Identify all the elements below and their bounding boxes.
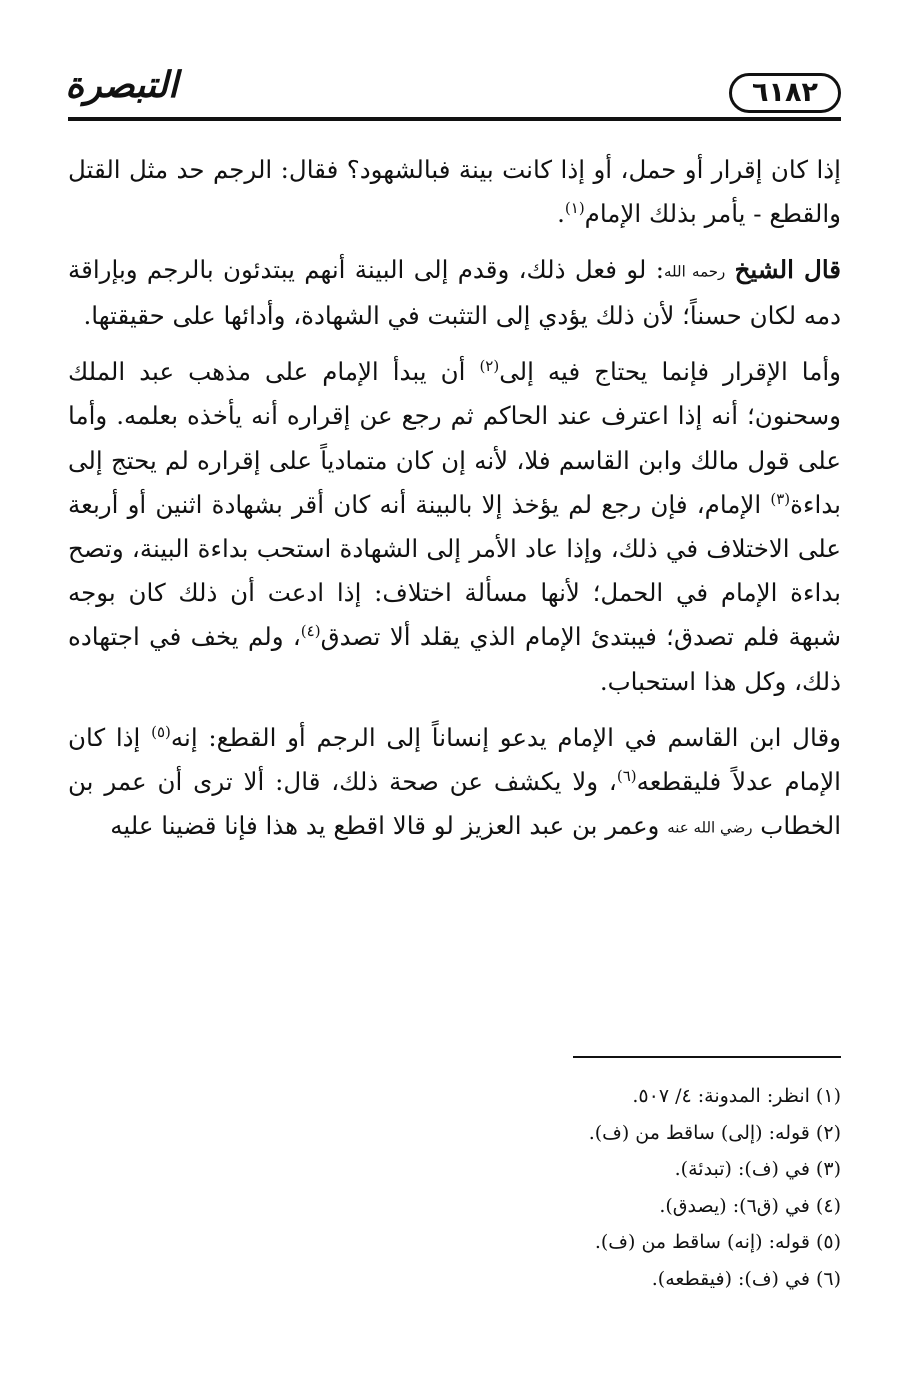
paragraph-4: [68, 716, 841, 850]
paragraph-2: [68, 248, 841, 338]
footnote-ref: (٣): [770, 489, 791, 508]
paragraph-text: : لو فعل ذلك، وقدم إلى البينة أنهم يبتدئون بالرجم وبإراقة دمه لكان حسناً؛ لأن ذلك يؤدي إلى التثبت في الشهادة، وأدائها على حقيقتها.: [68, 255, 841, 330]
page-number: ٦١٨٢: [729, 73, 841, 113]
footnote: (٣) في (ف): (تبدئة).: [674, 1158, 841, 1181]
footnote-ref: (٦): [616, 766, 637, 785]
page-header: [65, 55, 841, 125]
paragraph-1: [68, 148, 841, 236]
paragraph-text: إذا كان الإمام عدلاً فليقطعه: [68, 722, 841, 797]
paragraph-text: وقال ابن القاسم في الإمام يدعو إنساناً إلى الرجم أو القطع: إنه: [170, 722, 841, 752]
paragraph-text: الإمام، فإن رجع لم يؤخذ إلا بالبينة أنه كان أقر بشهادة اثنين أو أربعة على الاختلاف في ذلك، وإذا عاد الأمر إلى الشهادة استحب بداءة البينة، وتصح بداءة الإمام في الحمل؛ لأنها مسألة اختلاف: إذا ادعت أن ذلك كان بوجه شبهة فلم تصدق؛ فيبتدئ الإمام الذي يقلد ألا تصدق: [68, 489, 842, 652]
paragraph-lead: قال الشيخ: [734, 255, 841, 285]
footnote: (٥) قوله: (إنه) ساقط من (ف).: [594, 1231, 841, 1254]
paragraph-text: وأما الإقرار فإنما يحتاج فيه إلى: [499, 357, 841, 387]
footnote-ref: (٥): [151, 722, 171, 741]
paragraph-text: .: [557, 199, 565, 229]
paragraph-text: ، ولم يخف في اجتهاده ذلك، وكل هذا استحباب.: [68, 622, 841, 696]
footnotes: [68, 1078, 841, 1298]
footnote: (٤) في (ق٦): (يصدق).: [659, 1194, 841, 1217]
footnote-ref: (٤): [300, 622, 321, 641]
footnote-ref: (١): [564, 199, 585, 218]
paragraph-3: [68, 350, 841, 704]
honorific-glyph: رحمه الله: [663, 262, 726, 281]
header-rule: [68, 117, 841, 121]
paragraph-text: إذا كان إقرار أو حمل، أو إذا كانت بينة فبالشهود؟ فقال: الرجم حد مثل القتل والقطع - يأمر بذلك الإمام: [68, 155, 841, 229]
paragraph-text: أن يبدأ الإمام على مذهب عبد الملك وسحنون؛ أنه إذا اعترف عند الحاكم ثم رجع عن إقراره أنه يأخذه بعلمه. وأما على قول مالك وابن القاسم فلا، لأنه إن كان متمادياً على إقراره لم يحتج إلى بداءة: [68, 357, 841, 519]
footnote: (١) انظر: المدونة: ٤/ ٥٠٧.: [632, 1085, 841, 1107]
book-page: [65, 0, 842, 1384]
running-title: التبصرة: [65, 64, 178, 106]
paragraph-text: وعمر بن عبد العزيز لو قالا اقطع يد هذا فإنا قضينا عليه: [110, 811, 668, 841]
footnote: (٦) في (ف): (فيقطعه).: [651, 1267, 841, 1290]
footnote-separator: [573, 1056, 841, 1058]
main-text: [68, 148, 841, 862]
paragraph-text: ، ولا يكشف عن صحة ذلك، قال: ألا ترى أن عمر بن الخطاب: [68, 767, 841, 841]
honorific-glyph: رضي الله عنه: [667, 818, 753, 837]
footnote: (٢) قوله: (إلى) ساقط من (ف).: [588, 1121, 841, 1144]
footnote-ref: (٢): [479, 357, 500, 376]
